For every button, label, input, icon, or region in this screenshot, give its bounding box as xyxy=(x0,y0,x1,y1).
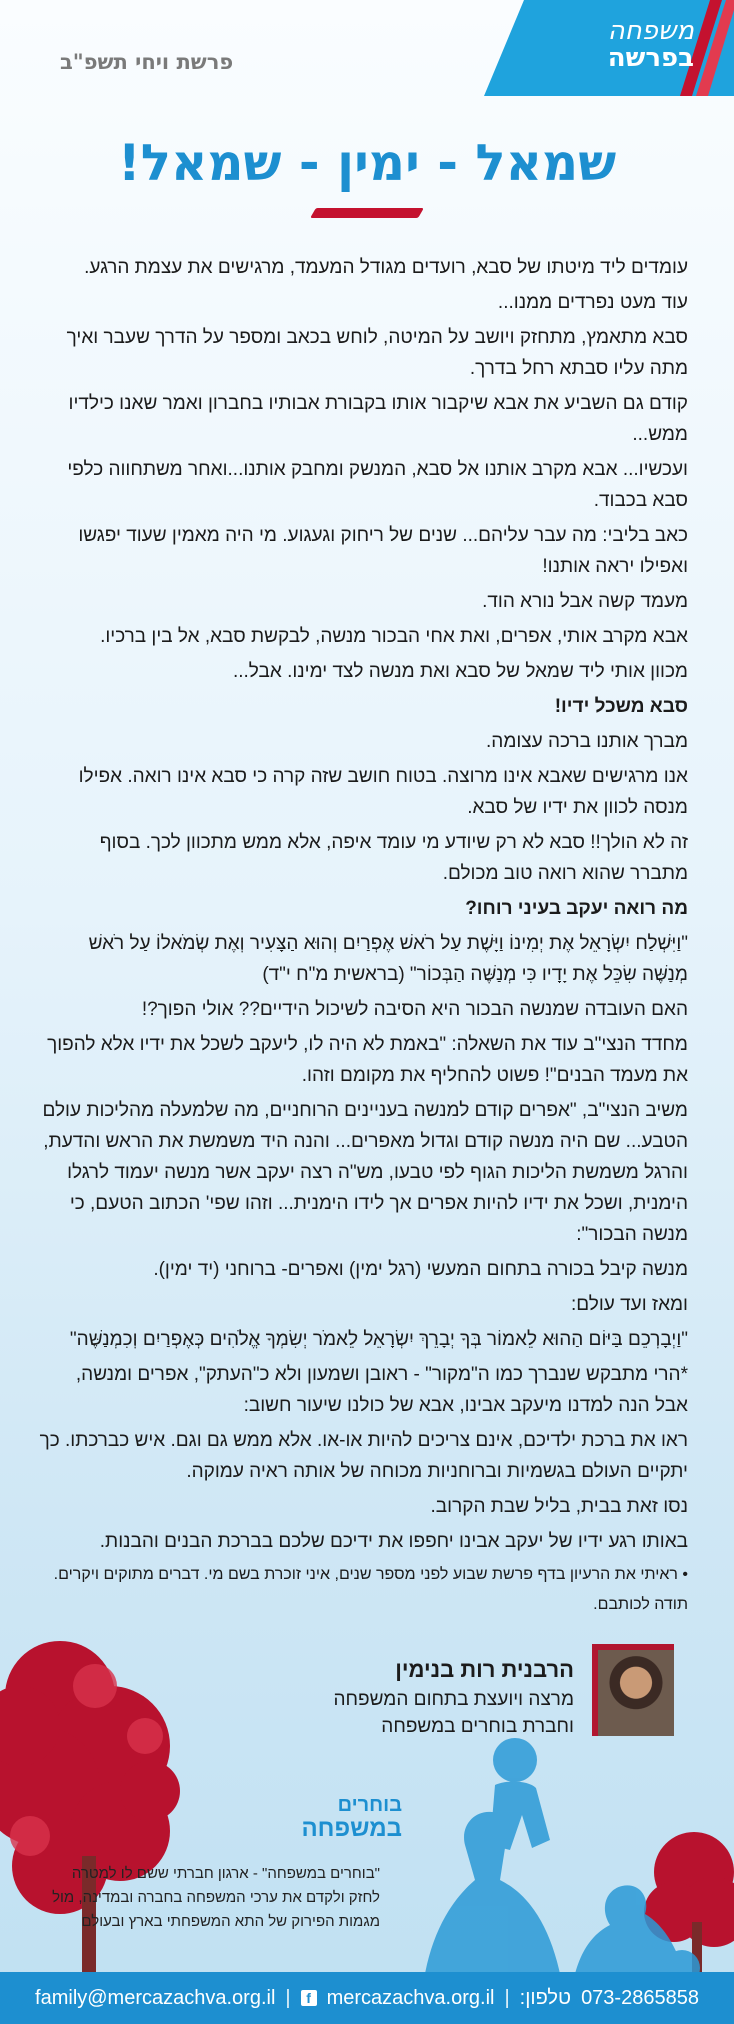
brand-logo-line1: משפחה xyxy=(607,16,694,46)
article-paragraph: סבא מתאמץ, מתחזק ויושב על המיטה, לוחש בכאב ומספר על הדרך שעבר ואיך מתה עליו סבתא רחל בדרך. xyxy=(66,327,688,379)
footer-phone[interactable]: 073-2865858 xyxy=(581,1986,699,2009)
contact-footer xyxy=(0,1972,734,2024)
brand-logo-line2: בפרשה xyxy=(607,43,694,74)
article-paragraph: *הרי מתבקש שנברך כמו ה"מקור" - ראובן ושמעון ולא כ"העתק", אפרים ומנשה, אבל הנה למדנו מיעקב אבינו, אבא של כולנו שיעור חשוב: xyxy=(75,1364,688,1416)
article-paragraph: עומדים ליד מיטתו של סבא, רועדים מגודל המעמד, מרגישים את עצמת הרגע. xyxy=(84,257,688,278)
article-paragraph: זה לא הולך!! סבא לא רק שיודע מי עומד איפה, אלא ממש מתכוון לכך. בסוף מתברר שהוא רואה טוב מכולם. xyxy=(99,832,688,884)
author-role-line2: וחברת בוחרים במשפחה xyxy=(381,1716,574,1737)
author-photo xyxy=(592,1644,674,1736)
author-portrait xyxy=(598,1650,674,1736)
article-paragraph: מחדד הנצי"ב עוד את השאלה: "באמת לא היה לו, ליעקב לשכל את ידיו אלא להפוך את מעמד הבנים"! פשוט להחליף את מקומם וזהו. xyxy=(47,1034,688,1086)
page-title: שמאל - ימין - שמאל! xyxy=(117,134,617,192)
article-paragraph: באותו רגע ידיו של יעקב אבינו יחפפו את ידיכם שלכם בברכת הבנים והבנות. xyxy=(99,1531,688,1552)
footer-website[interactable]: mercazachva.org.il xyxy=(326,1986,495,2009)
article-paragraph: משיב הנצי"ב, "אפרים קודם למנשה בעניינים הרוחניים, מה שלמעלה מהליכות עולם הטבע... שם היה מנשה קודם וגדול מאפרים... והנה היד משמשת את הראש והדעת, והרגל משמשת הליכות הגוף לפי טבעו, מש"ה רצה יעקב אשר מנשה יעמוד לרגלו הימנית, ושכל את ידיו להיות אפרים אך לידו הימנית... וזהו שפי' הכתוב הטעם, כי מנשה הבכור": xyxy=(42,1100,688,1245)
article-paragraph: כאב בליבי: מה עבר עליהם... שנים של ריחוק וגעגוע. מי היה מאמין שעוד יפגשו ואפילו יראה אותנו! xyxy=(78,525,688,577)
parasha-label: פרשת ויחי תשפ"ב xyxy=(60,50,234,74)
footer-separator: | xyxy=(504,1986,510,2009)
footer-phone-label: טלפון: xyxy=(519,1986,572,2009)
article-paragraph: האם העובדה שמנשה הבכור היא הסיבה לשיכול הידיים?? אולי הפוך?! xyxy=(141,999,688,1020)
footer-separator: | xyxy=(285,1986,291,2009)
article-paragraph: עוד מעט נפרדים ממנו... xyxy=(497,292,688,313)
footer-email[interactable]: family@mercazachva.org.il xyxy=(35,1986,276,2009)
org-logo-line2: במשפחה xyxy=(301,1815,402,1842)
article-paragraph: מכוון אותי ליד שמאל של סבא ואת מנשה לצד ימינו. אבל... xyxy=(232,661,688,682)
article-paragraph: אבא מקרב אותי, אפרים, ואת אחי הבכור מנשה, לבקשת סבא, אל בין ברכיו. xyxy=(100,626,688,647)
article-paragraph: נסו זאת בבית, בליל שבת הקרוב. xyxy=(430,1496,688,1517)
facebook-icon[interactable]: f xyxy=(301,1990,317,2006)
brand-logo xyxy=(608,18,694,73)
article-paragraph: "וַיְבָרְכֵם בַּיּוֹם הַהוּא לֵאמוֹר בְּךָ יְבָרֵךְ יִשְׂרָאֵל לֵאמֹר יְשִׂמְךָ אֱלֹהִים כְּאֶפְרַיִם וְכִמְנַשֶּׁה" xyxy=(69,1329,688,1350)
article-paragraph: ועכשיו... אבא מקרב אותנו אל סבא, המנשק ומחבק אותנו...ואחר משתחווה כלפי סבא בכבוד. xyxy=(67,459,688,511)
author-role-line1: מרצה ויועצת בתחום המשפחה xyxy=(333,1689,574,1710)
org-description: "בוחרים במשפחה" - ארגון חברתי ששם לו למטרה לחזק ולקדם את ערכי המשפחה בחברה ובמדינה, מול מגמות הפירוק של התא המשפחתי בארץ ובעולם xyxy=(52,1865,380,1930)
title-underline xyxy=(310,208,424,218)
org-logo-line1: בוחרים xyxy=(337,1794,402,1816)
article-paragraph: ומאז ועד עולם: xyxy=(571,1294,688,1315)
article-paragraph: מנשה קיבל בכורה בתחום המעשי (רגל ימין) ואפרים- ברוחני (יד ימין). xyxy=(153,1259,688,1280)
footnote: • ראיתי את הרעיון בדף פרשת שבוע לפני מספר שנים, איני זוכרת בשם מי. דברים מתוקים ויקרים. תודה לכותבם. xyxy=(53,1566,688,1613)
red-tree-left-illustration xyxy=(0,1616,190,2024)
article-subheading: מה רואה יעקב בעיני רוחו? xyxy=(465,898,688,919)
article-paragraph: מברך אותנו ברכה עצומה. xyxy=(486,731,688,752)
author-name: הרבנית רות בנימין xyxy=(395,1657,574,1682)
article-subheading: סבא משכל ידיו! xyxy=(554,696,688,717)
article-paragraph: "וַיִּשְׁלַח יִשְׂרָאֵל אֶת יְמִינוֹ וַיָּשֶׁת עַל רֹאשׁ אֶפְרַיִם וְהוּא הַצָּעִיר וְאֶת שְׂמֹאלוֹ עַל רֹאשׁ מְנַשֶּׁה שִׂכֵּל אֶת יָדָיו כִּי מְנַשֶּׁה הַבְּכוֹר" (בראשית מ"ח י"ד) xyxy=(88,933,688,985)
article-paragraph: ראו את ברכת ילדיכם, אינם צריכים להיות או-או. אלא ממש גם וגם. איש כברכתו. כך יתקיים העולם בגשמיות וברוחניות מכוחה של אותה ראיה עמוקה. xyxy=(39,1430,688,1482)
org-logo xyxy=(262,1794,402,1842)
article-paragraph: קודם גם השביע את אבא שיקבור אותו בקבורת אבותיו בחברון ואמר שאנו כילדיו ממש... xyxy=(68,393,688,445)
author-block xyxy=(333,1654,574,1740)
article-paragraph: מעמד קשה אבל נורא הוד. xyxy=(482,591,688,612)
article-body xyxy=(38,252,688,1561)
article-paragraph: אנו מרגישים שאבא אינו מרוצה. בטוח חושב שזה קרה כי סבא אינו רואה. אפילו מנסה לכוון את ידיו של סבא. xyxy=(78,766,688,818)
